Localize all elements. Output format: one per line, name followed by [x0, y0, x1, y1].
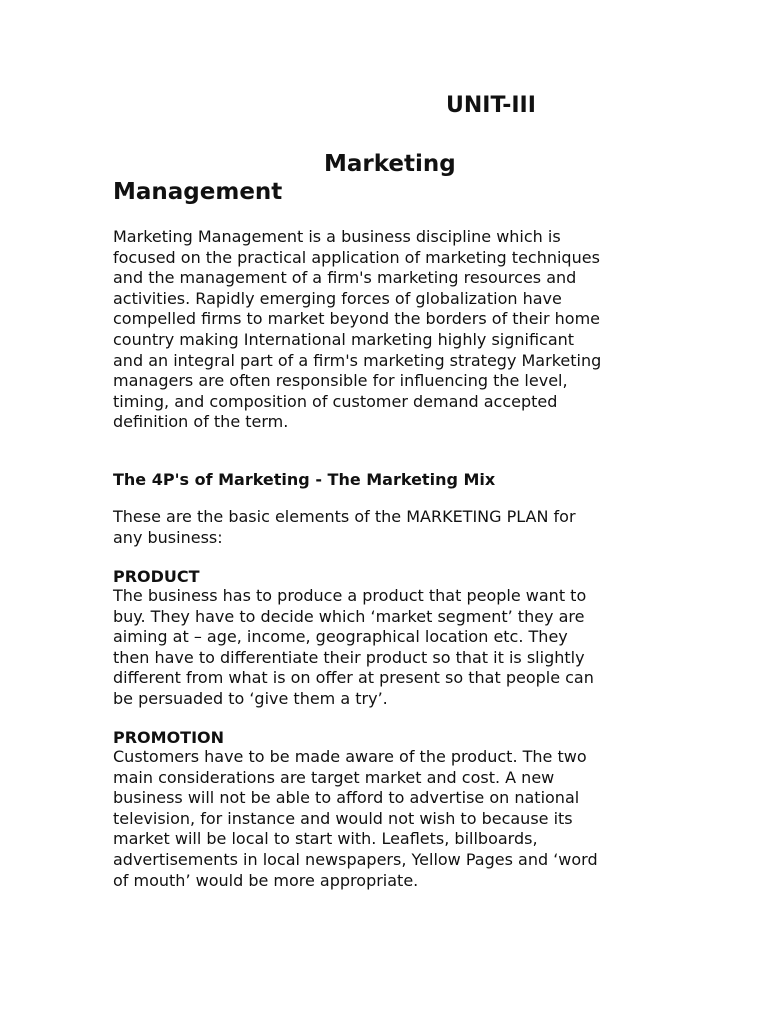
unit-label: UNIT-III [446, 93, 536, 118]
promotion-line: market will be local to start with. Leaflets, billboards, [113, 829, 538, 849]
product-paragraph [113, 586, 673, 710]
intro-line: managers are often responsible for influencing the level, [113, 371, 568, 391]
intro-line: and an integral part of a firm's marketing strategy Marketing [113, 350, 602, 370]
product-line: be persuaded to ‘give them a try’. [113, 688, 388, 708]
promotion-line: Customers have to be made aware of the product. The two [113, 747, 587, 766]
promotion-line: business will not be able to afford to advertise on national [113, 788, 580, 808]
mix-intro-line: These are the basic elements of the MARKETING PLAN for [113, 507, 576, 526]
product-line: different from what is on offer at present so that people can [113, 668, 594, 688]
intro-line: country making International marketing highly significant [113, 329, 575, 349]
promotion-paragraph [113, 747, 673, 891]
page-title-line-2: Management [113, 179, 283, 205]
intro-line: definition of the term. [113, 412, 289, 432]
intro-line: timing, and composition of customer demand accepted [113, 391, 558, 411]
intro-line: and the management of a firm's marketing resources and [113, 268, 577, 288]
intro-line: Marketing Management is a business discipline which is [113, 227, 561, 246]
promotion-line: main considerations are target market and cost. A new [113, 767, 555, 787]
product-line: aiming at – age, income, geographical location etc. They [113, 627, 568, 647]
product-line: The business has to produce a product that people want to [113, 586, 587, 605]
product-heading: PRODUCT [113, 567, 200, 586]
intro-line: focused on the practical application of marketing techniques [113, 247, 600, 267]
intro-line: activities. Rapidly emerging forces of globalization have [113, 288, 562, 308]
mix-intro-line: any business: [113, 527, 223, 547]
marketing-mix-heading: The 4P's of Marketing - The Marketing Mix [113, 470, 496, 489]
page-title-line-1: Marketing [324, 151, 456, 177]
promotion-line: television, for instance and would not wish to because its [113, 808, 573, 828]
promotion-line: of mouth’ would be more appropriate. [113, 870, 419, 890]
marketing-mix-intro [113, 507, 673, 548]
product-line: buy. They have to decide which ‘market segment’ they are [113, 606, 585, 626]
promotion-line: advertisements in local newspapers, Yellow Pages and ‘word [113, 849, 598, 869]
promotion-heading: PROMOTION [113, 728, 225, 747]
intro-line: compelled firms to market beyond the borders of their home [113, 309, 601, 329]
intro-paragraph [113, 227, 673, 433]
product-line: then have to differentiate their product so that it is slightly [113, 647, 585, 667]
